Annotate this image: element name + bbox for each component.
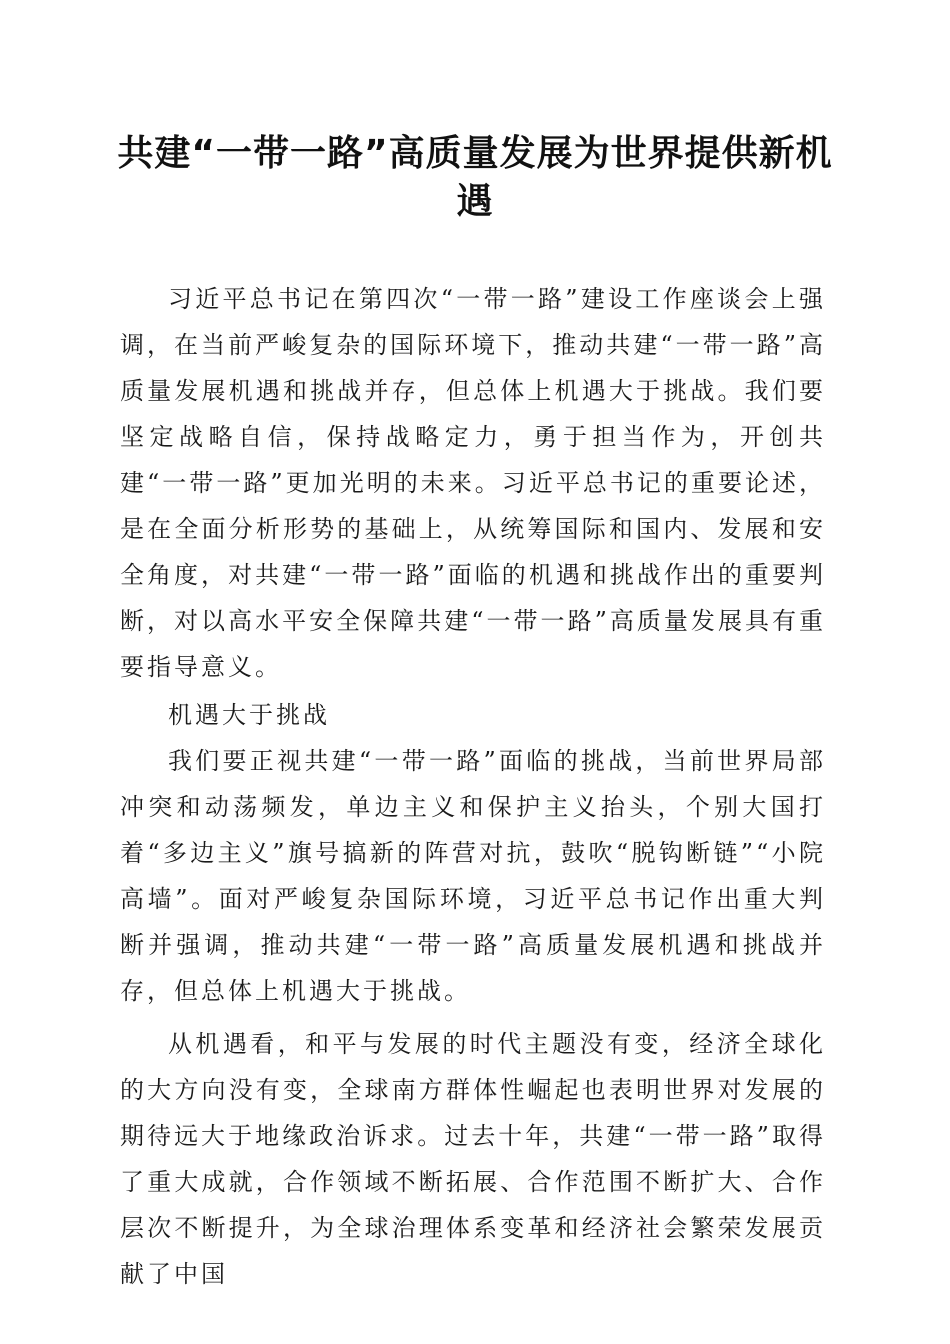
paragraph-challenges: 我们要正视共建“一带一路”面临的挑战，当前世界局部冲突和动荡频发，单边主义和保护主义抬头，个别大国打着“多边主义”旗号搞新的阵营对抗，鼓吹“脱钩断链”“小院高墙”。面对严峻复杂国际环境，习近平总书记作出重大判断并强调，推动共建“一带一路”高质量发展机遇和挑战并存，但总体上机遇大于挑战。 <box>120 747 826 1005</box>
document-title: 共建“一带一路”高质量发展为世界提供新机遇 <box>117 133 833 222</box>
section-heading: 机遇大于挑战 <box>168 701 330 729</box>
paragraph-opportunities: 从机遇看，和平与发展的时代主题没有变，经济全球化的大方向没有变，全球南方群体性崛起也表明世界对发展的期待远大于地缘政治诉求。过去十年，共建“一带一路”取得了重大成就，合作领域不断拓展、合作范围不断扩大、合作层次不断提升，为全球治理体系变革和经济社会繁荣发展贡献了中国 <box>120 1030 826 1288</box>
paragraph-intro: 习近平总书记在第四次“一带一路”建设工作座谈会上强调，在当前严峻复杂的国际环境下，推动共建“一带一路”高质量发展机遇和挑战并存，但总体上机遇大于挑战。我们要坚定战略自信，保持战略定力，勇于担当作为，开创共建“一带一路”更加光明的未来。习近平总书记的重要论述，是在全面分析形势的基础上，从统筹国际和国内、发展和安全角度，对共建“一带一路”面临的机遇和挑战作出的重要判断，对以高水平安全保障共建“一带一路”高质量发展具有重要指导意义。 <box>120 285 826 681</box>
document-body <box>120 276 826 1297</box>
